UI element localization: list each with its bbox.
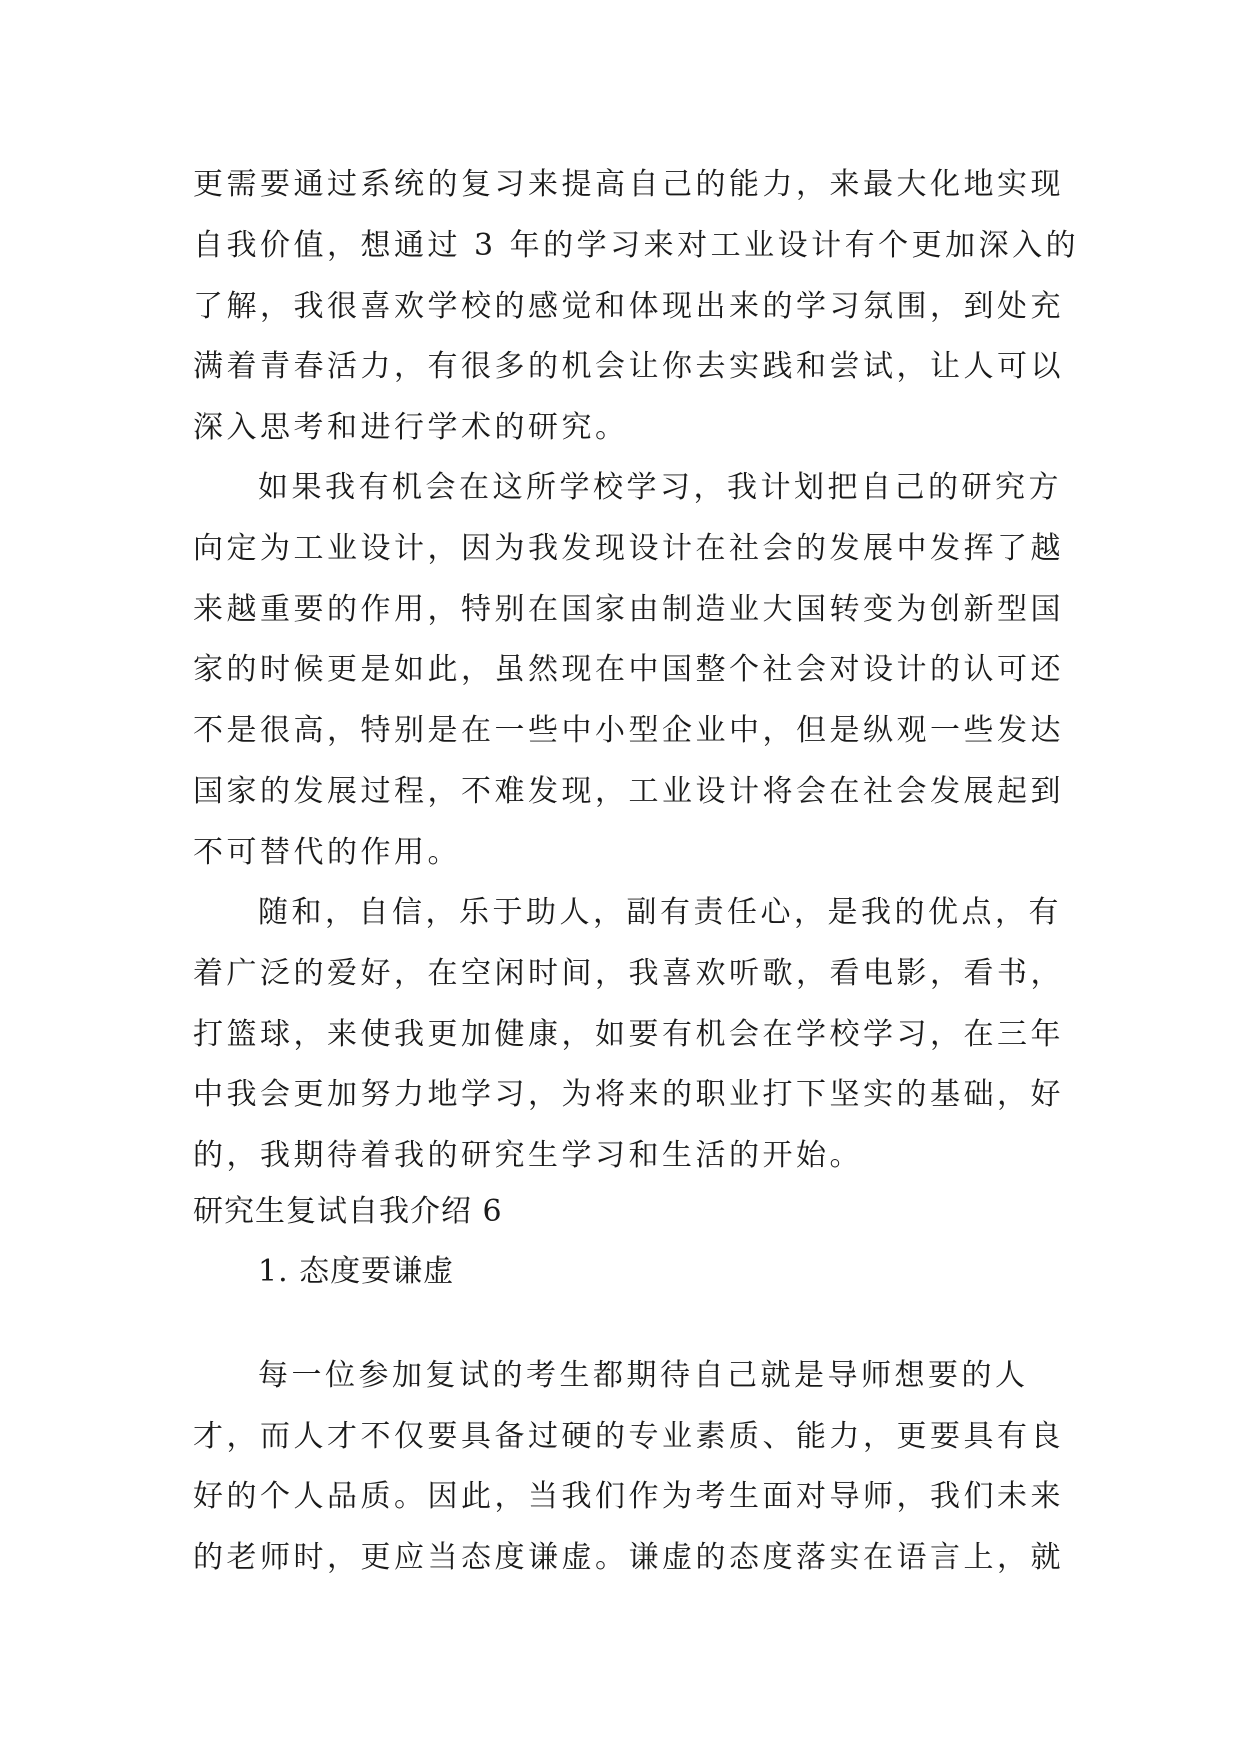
text-line: 不是很高，特别是在一些中小型企业中，但是纵观一些发达 — [193, 713, 1064, 748]
text-line: 满着青春活力，有很多的机会让你去实践和尝试，让人可以 — [193, 349, 1064, 384]
text-line: 了解，我很喜欢学校的感觉和体现出来的学习氛围，到处充 — [193, 289, 1064, 324]
text-line: 好的个人品质。因此，当我们作为考生面对导师，我们未来 — [193, 1479, 1064, 1514]
text-line: 着广泛的爱好，在空闲时间，我喜欢听歌，看电影，看书， — [193, 956, 1064, 991]
text-line: 才，而人才不仅要具备过硬的专业素质、能力，更要具有良 — [193, 1419, 1064, 1454]
paragraph-first-line: 随和，自信，乐于助人，副有责任心，是我的优点，有 — [258, 895, 1062, 930]
text-line: 国家的发展过程，不难发现，工业设计将会在社会发展起到 — [193, 774, 1064, 809]
paragraph-first-line: 如果我有机会在这所学校学习，我计划把自己的研究方 — [258, 470, 1062, 505]
text-line: 不可替代的作用。 — [193, 835, 461, 870]
text-line: 打篮球，来使我更加健康，如要有机会在学校学习，在三年 — [193, 1017, 1064, 1052]
sub-heading: 1. 态度要谦虚 — [258, 1254, 455, 1289]
section-heading: 研究生复试自我介绍 6 — [193, 1194, 503, 1229]
text-line: 自我价值，想通过 3 年的学习来对工业设计有个更加深入的 — [193, 228, 1080, 263]
text-line: 的老师时，更应当态度谦虚。谦虚的态度落实在语言上，就 — [193, 1540, 1064, 1575]
text-line: 向定为工业设计，因为我发现设计在社会的发展中发挥了越 — [193, 531, 1064, 566]
text-line: 更需要通过系统的复习来提高自己的能力，来最大化地实现 — [193, 167, 1064, 202]
text-line: 家的时候更是如此，虽然现在中国整个社会对设计的认可还 — [193, 652, 1064, 687]
text-line: 的，我期待着我的研究生学习和生活的开始。 — [193, 1138, 863, 1173]
text-line: 深入思考和进行学术的研究。 — [193, 410, 629, 445]
text-line: 来越重要的作用，特别在国家由制造业大国转变为创新型国 — [193, 592, 1064, 627]
text-line: 中我会更加努力地学习，为将来的职业打下坚实的基础，好 — [193, 1077, 1064, 1112]
paragraph-first-line: 每一位参加复试的考生都期待自己就是导师想要的人 — [258, 1358, 1029, 1393]
